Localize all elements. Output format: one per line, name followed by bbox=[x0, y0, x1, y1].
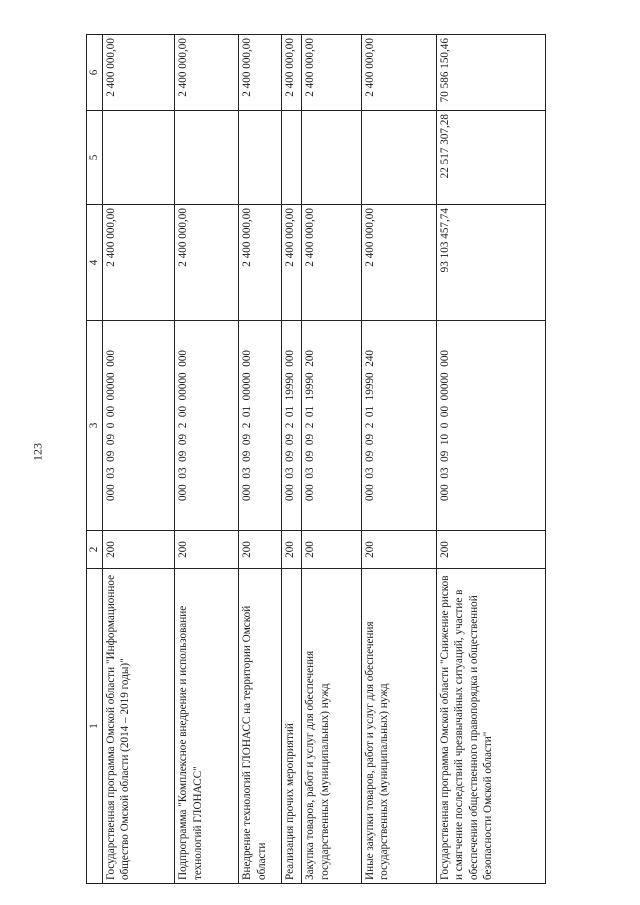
table-row bbox=[436, 35, 545, 884]
row-admin-code: 200 bbox=[302, 531, 361, 569]
row-admin-code: 200 bbox=[282, 531, 302, 569]
row-value-col5 bbox=[102, 111, 175, 205]
row-name: Подпрограмма "Комплексное внедрение и использование технологий ГЛОНАСС" bbox=[175, 569, 239, 884]
row-admin-code: 200 bbox=[175, 531, 239, 569]
row-name: Реализация прочих мероприятий bbox=[282, 569, 302, 884]
header-col-2: 2 bbox=[87, 531, 103, 569]
row-name: Иные закупки товаров, работ и услуг для обеспечения государственных (муниципальных) нужд bbox=[361, 569, 436, 884]
row-value-col4: 2 400 000,00 bbox=[361, 205, 436, 321]
row-value-col6: 2 400 000,00 bbox=[102, 35, 175, 111]
header-col-1: 1 bbox=[87, 569, 103, 884]
row-classification: 000 03 09 09 2 01 19990 200 bbox=[302, 321, 361, 531]
row-value-col6: 2 400 000,00 bbox=[361, 35, 436, 111]
row-value-col4: 2 400 000,00 bbox=[102, 205, 175, 321]
row-value-col6: 70 586 150,46 bbox=[436, 35, 545, 111]
row-admin-code: 200 bbox=[436, 531, 545, 569]
row-admin-code: 200 bbox=[361, 531, 436, 569]
budget-table bbox=[86, 34, 546, 884]
row-value-col5 bbox=[175, 111, 239, 205]
row-value-col5 bbox=[302, 111, 361, 205]
row-classification: 000 03 09 09 2 01 19990 000 bbox=[282, 321, 302, 531]
row-classification: 000 03 09 09 2 01 19990 240 bbox=[361, 321, 436, 531]
page-number: 123 bbox=[30, 443, 45, 461]
header-row bbox=[87, 35, 103, 884]
row-value-col5: 22 517 307,28 bbox=[436, 111, 545, 205]
row-name: Государственная программа Омской области "Снижение рисков и смягчение последствий чрезвычайных ситуаций, участие в обеспечении общественного правопорядка и общественной безопасности Омской области" bbox=[436, 569, 545, 884]
row-value-col5 bbox=[239, 111, 282, 205]
row-admin-code: 200 bbox=[239, 531, 282, 569]
header-col-4: 4 bbox=[87, 205, 103, 321]
row-classification: 000 03 09 10 0 00 00000 000 bbox=[436, 321, 545, 531]
row-value-col6: 2 400 000,00 bbox=[302, 35, 361, 111]
row-admin-code: 200 bbox=[102, 531, 175, 569]
table-row bbox=[239, 35, 282, 884]
table-row bbox=[302, 35, 361, 884]
row-value-col4: 2 400 000,00 bbox=[282, 205, 302, 321]
table-row bbox=[361, 35, 436, 884]
table-row bbox=[102, 35, 175, 884]
row-value-col4: 2 400 000,00 bbox=[239, 205, 282, 321]
row-value-col4: 2 400 000,00 bbox=[175, 205, 239, 321]
row-classification: 000 03 09 09 0 00 00000 000 bbox=[102, 321, 175, 531]
row-name: Закупка товаров, работ и услуг для обеспечения государственных (муниципальных) нужд bbox=[302, 569, 361, 884]
row-value-col4: 93 103 457,74 bbox=[436, 205, 545, 321]
header-col-6: 6 bbox=[87, 35, 103, 111]
header-col-5: 5 bbox=[87, 111, 103, 205]
row-value-col5 bbox=[282, 111, 302, 205]
row-value-col6: 2 400 000,00 bbox=[282, 35, 302, 111]
row-value-col5 bbox=[361, 111, 436, 205]
row-value-col4: 2 400 000,00 bbox=[302, 205, 361, 321]
row-name: Государственная программа Омской области "Информационное общество Омской области (2014 – 2019 годы)" bbox=[102, 569, 175, 884]
rotated-table-content bbox=[86, 35, 546, 884]
row-value-col6: 2 400 000,00 bbox=[175, 35, 239, 111]
rotated-table-frame bbox=[86, 35, 546, 884]
row-classification: 000 03 09 09 2 01 00000 000 bbox=[239, 321, 282, 531]
table-row bbox=[175, 35, 239, 884]
row-value-col6: 2 400 000,00 bbox=[239, 35, 282, 111]
header-col-3: 3 bbox=[87, 321, 103, 531]
row-name: Внедрение технологий ГЛОНАСС на территории Омской области bbox=[239, 569, 282, 884]
table-row bbox=[282, 35, 302, 884]
row-classification: 000 03 09 09 2 00 00000 000 bbox=[175, 321, 239, 531]
